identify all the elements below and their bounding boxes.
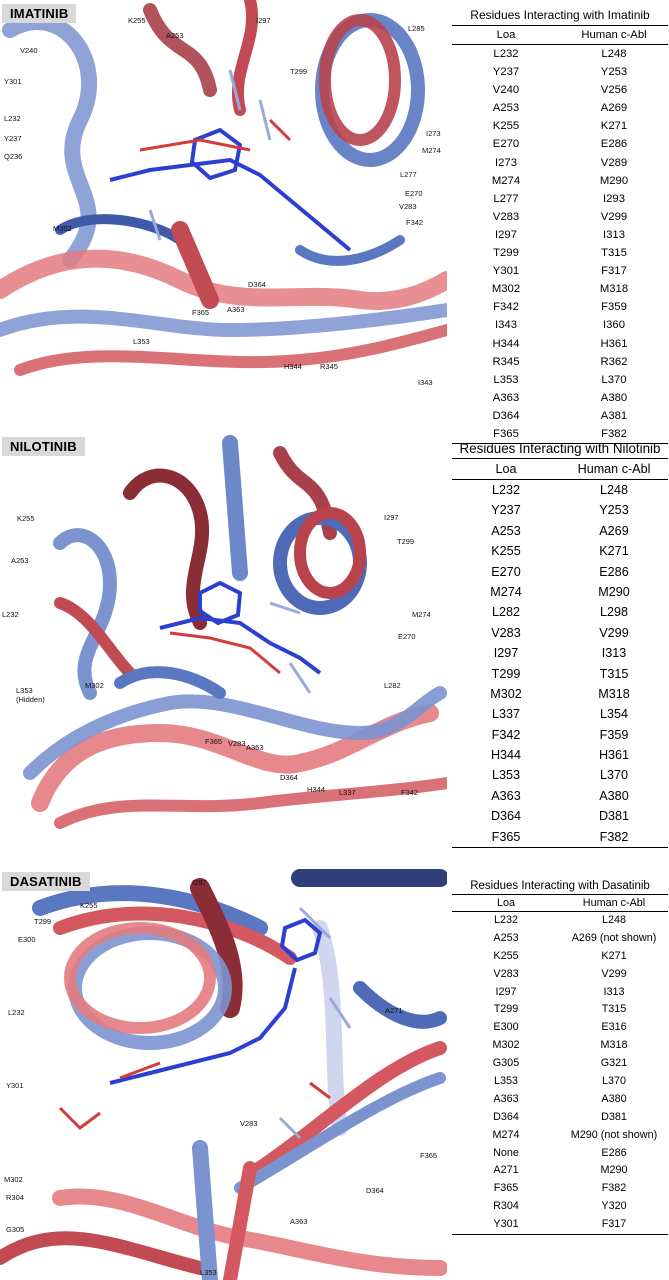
col-header-loa: Loa [495, 462, 517, 476]
table-row [452, 806, 668, 826]
human-residue-cell: M290 [600, 1164, 628, 1177]
residue-label: I343 [418, 378, 433, 387]
residue-label: E270 [398, 632, 416, 641]
human-residue-cell: M290 [599, 174, 629, 187]
residue-label: H344 [307, 785, 325, 794]
imatinib-drug-label: IMATINIB [2, 4, 76, 23]
residue-label: L232 [8, 1008, 25, 1017]
human-residue-cell: A269 [599, 523, 629, 538]
loa-residue-cell: F342 [491, 727, 521, 742]
human-residue-cell: A380 [599, 788, 629, 803]
human-residue-cell: F359 [599, 727, 629, 742]
loa-residue-cell: A253 [491, 523, 521, 538]
imatinib-structure-image [0, 0, 447, 410]
loa-residue-cell: R345 [492, 355, 520, 368]
residue-label: F365 [420, 1151, 438, 1160]
table-row [452, 1127, 668, 1145]
human-residue-cell: M318 [600, 1039, 628, 1052]
residue-label: M302 [85, 681, 104, 690]
residue-label: H344 [284, 362, 302, 371]
table-row [452, 786, 668, 806]
loa-residue-cell: R304 [493, 1200, 519, 1213]
table-row [452, 984, 668, 1002]
residue-label: (Hidden) [16, 695, 45, 704]
human-residue-cell: H361 [600, 337, 628, 350]
human-residue-cell: I313 [603, 985, 625, 998]
dasatinib-panel [0, 868, 669, 1280]
table-row [452, 765, 668, 785]
table-row [452, 1001, 668, 1019]
loa-residue-cell: E270 [491, 564, 521, 579]
residue-label: F342 [406, 218, 424, 227]
table-row [452, 389, 668, 407]
table-row [452, 623, 668, 643]
human-residue-cell: L370 [601, 373, 627, 386]
table-row [452, 1180, 668, 1198]
table-header [452, 25, 668, 45]
loa-residue-cell: Y301 [492, 265, 520, 278]
loa-residue-cell: E300 [493, 1021, 519, 1034]
residue-label: M274 [412, 610, 431, 619]
table-row [452, 45, 668, 63]
residue-label: L337 [339, 788, 356, 797]
loa-residue-cell: Y301 [493, 1218, 519, 1231]
loa-residue-cell: I297 [495, 985, 517, 998]
table-row [452, 582, 668, 602]
human-residue-cell: L298 [599, 605, 629, 620]
table-row [452, 966, 668, 984]
residue-label: L282 [384, 681, 401, 690]
human-residue-cell: A381 [600, 409, 628, 422]
human-residue-cell: I313 [601, 646, 627, 661]
table-row [452, 480, 668, 500]
loa-residue-cell: V283 [492, 210, 520, 223]
loa-residue-cell: T299 [493, 247, 519, 260]
human-residue-cell: A269 [600, 102, 628, 115]
loa-residue-cell: A363 [493, 1092, 519, 1105]
loa-residue-cell: V283 [493, 967, 519, 980]
human-residue-cell: T315 [601, 1003, 627, 1016]
dasatinib-drug-label: DASATINIB [2, 872, 90, 891]
table-row [452, 1073, 668, 1091]
table-row [452, 1109, 668, 1127]
imatinib-structure-figure [0, 0, 447, 416]
table-row [452, 912, 668, 930]
loa-residue-cell: M274 [490, 584, 522, 599]
loa-residue-cell: M274 [491, 174, 521, 187]
loa-residue-cell: M302 [491, 283, 521, 296]
residue-label: A271 [385, 1006, 403, 1015]
human-residue-cell: E286 [599, 564, 629, 579]
residue-label: A363 [290, 1217, 308, 1226]
table-row [452, 948, 668, 966]
residue-label: L285 [408, 24, 425, 33]
table-row [452, 1037, 668, 1055]
table-body [452, 912, 668, 1235]
loa-residue-cell: None [493, 1146, 519, 1159]
human-residue-cell: M318 [599, 283, 629, 296]
loa-residue-cell: A253 [493, 931, 519, 944]
table-row [452, 521, 668, 541]
imatinib-residue-table [452, 8, 668, 444]
table-row [452, 1216, 668, 1234]
residue-label: A363 [227, 305, 245, 314]
dasatinib-residue-table [452, 880, 668, 1235]
loa-residue-cell: L337 [491, 707, 521, 722]
residue-label: F342 [401, 788, 419, 797]
table-title: Residues Interacting with Nilotinib [459, 441, 661, 456]
nilotinib-structure-image [0, 433, 447, 838]
residue-label: L232 [4, 114, 21, 123]
residue-label: L353 [16, 686, 33, 695]
human-residue-cell: M290 (not shown) [570, 1128, 658, 1141]
residue-label: T299 [397, 537, 415, 546]
loa-residue-cell: F365 [493, 1182, 519, 1195]
residue-label: I273 [426, 129, 441, 138]
loa-residue-cell: L353 [491, 768, 521, 783]
human-residue-cell: D381 [598, 809, 630, 824]
residue-label: A253 [11, 556, 29, 565]
human-residue-cell: V256 [600, 84, 628, 97]
residue-label: D364 [366, 1186, 384, 1195]
loa-residue-cell: M302 [492, 1039, 520, 1052]
human-residue-cell: E286 [601, 1146, 627, 1159]
loa-residue-cell: I343 [495, 319, 517, 332]
table-row [452, 643, 668, 663]
residue-label: M274 [422, 146, 441, 155]
loa-residue-cell: A363 [491, 788, 521, 803]
human-residue-cell: L370 [599, 768, 629, 783]
human-residue-cell: L248 [601, 48, 627, 60]
human-residue-cell: F382 [601, 427, 627, 440]
imatinib-panel [0, 0, 669, 440]
table-row [452, 602, 668, 622]
table-row [452, 316, 668, 334]
residue-label: M302 [53, 224, 72, 233]
human-residue-cell: L248 [599, 483, 629, 497]
human-residue-cell: I360 [603, 319, 625, 332]
dasatinib-structure-figure [0, 868, 447, 1280]
table-row [452, 208, 668, 226]
table-row [452, 244, 668, 262]
loa-residue-cell: T299 [491, 666, 521, 681]
human-residue-cell: L354 [599, 707, 629, 722]
human-residue-cell: R362 [600, 355, 628, 368]
table-row [452, 827, 668, 847]
residue-label: K255 [80, 901, 98, 910]
table-row [452, 371, 668, 389]
loa-residue-cell: V240 [492, 84, 520, 97]
loa-residue-cell: L353 [493, 1075, 519, 1088]
table-body [452, 480, 668, 848]
loa-residue-cell: F365 [493, 427, 519, 440]
residue-label: L277 [400, 170, 417, 179]
nilotinib-drug-label: NILOTINIB [2, 437, 85, 456]
human-residue-cell: K271 [600, 120, 628, 133]
human-residue-cell: V289 [600, 156, 628, 169]
human-residue-cell: D381 [601, 1110, 627, 1123]
table-row [452, 99, 668, 117]
loa-residue-cell: D364 [493, 1110, 519, 1123]
loa-residue-cell: M302 [490, 686, 522, 701]
human-residue-cell: M290 [598, 584, 630, 599]
loa-residue-cell: L353 [493, 373, 519, 386]
table-title: Residues Interacting with Dasatinib [470, 880, 650, 892]
loa-residue-cell: E270 [492, 138, 520, 151]
col-header-loa: Loa [496, 29, 516, 41]
residue-label: E300 [18, 935, 36, 944]
table-row [452, 1145, 668, 1163]
table-row [452, 704, 668, 724]
residue-label: T299 [34, 917, 52, 926]
human-residue-cell: F382 [601, 1182, 627, 1195]
human-residue-cell: Y320 [601, 1200, 627, 1213]
human-residue-cell: K271 [601, 949, 627, 962]
loa-residue-cell: M274 [492, 1128, 520, 1141]
residue-label: F365 [205, 737, 223, 746]
table-row [452, 500, 668, 520]
residue-label: V283 [228, 739, 246, 748]
human-residue-cell: V299 [599, 625, 629, 640]
human-residue-cell: T315 [601, 247, 627, 260]
human-residue-cell: F317 [601, 1218, 627, 1231]
residue-label: V240 [20, 46, 38, 55]
loa-residue-cell: L277 [493, 192, 519, 205]
table-row [452, 226, 668, 244]
residue-label: T299 [290, 67, 308, 76]
loa-residue-cell: Y237 [492, 66, 520, 79]
table-row [452, 154, 668, 172]
residue-label: A363 [246, 743, 264, 752]
residue-label: Y301 [4, 77, 22, 86]
residue-label: I297 [384, 513, 399, 522]
table-row [452, 725, 668, 745]
table-row [452, 63, 668, 81]
loa-residue-cell: V283 [491, 625, 521, 640]
table-body [452, 45, 668, 444]
loa-residue-cell: K255 [492, 120, 520, 133]
residue-label: G305 [6, 1225, 25, 1234]
human-residue-cell: G321 [600, 1057, 628, 1070]
table-row [452, 407, 668, 425]
human-residue-cell: F359 [601, 301, 627, 314]
human-residue-cell: E316 [601, 1021, 627, 1034]
loa-residue-cell: I297 [493, 646, 519, 661]
table-row [452, 135, 668, 153]
table-header [452, 894, 668, 912]
table-row [452, 353, 668, 371]
table-row [452, 81, 668, 99]
col-header-human: Human c-Abl [577, 462, 651, 476]
residue-label: Q236 [4, 152, 23, 161]
table-row [452, 1091, 668, 1109]
human-residue-cell: Y253 [600, 66, 628, 79]
residue-label: L353 [200, 1268, 217, 1277]
table-title: Residues Interacting with Imatinib [470, 8, 650, 22]
col-header-human: Human c-Abl [582, 897, 646, 909]
residue-label: D364 [280, 773, 298, 782]
human-residue-cell: I313 [603, 228, 625, 241]
human-residue-cell: A269 (not shown) [571, 931, 657, 944]
loa-residue-cell: I273 [495, 156, 517, 169]
loa-residue-cell: G305 [492, 1057, 520, 1070]
table-row [452, 930, 668, 948]
col-header-loa: Loa [496, 897, 515, 909]
human-residue-cell: A380 [601, 1092, 627, 1105]
human-residue-cell: H361 [598, 748, 630, 763]
residue-label: V283 [240, 1119, 258, 1128]
human-residue-cell: F382 [599, 829, 629, 844]
loa-residue-cell: A271 [493, 1164, 519, 1177]
loa-residue-cell: L232 [491, 483, 521, 497]
loa-residue-cell: F342 [493, 301, 519, 314]
human-residue-cell: V299 [600, 210, 628, 223]
human-residue-cell: A380 [600, 391, 628, 404]
table-row [452, 335, 668, 353]
human-residue-cell: F317 [601, 265, 627, 278]
loa-residue-cell: K255 [493, 949, 519, 962]
table-row [452, 298, 668, 316]
table-row [452, 1055, 668, 1073]
human-residue-cell: K271 [599, 544, 629, 559]
dasatinib-structure-image [0, 868, 447, 1280]
table-row [452, 1162, 668, 1180]
human-residue-cell: Y253 [599, 503, 629, 518]
table-header [452, 458, 668, 480]
residue-label: L353 [133, 337, 150, 346]
residue-label: D364 [248, 280, 266, 289]
col-header-human: Human c-Abl [581, 29, 647, 41]
residue-label: F365 [192, 308, 210, 317]
loa-residue-cell: L232 [493, 48, 519, 60]
table-row [452, 562, 668, 582]
table-row [452, 745, 668, 765]
nilotinib-panel [0, 433, 669, 853]
residue-label: I297 [256, 16, 271, 25]
human-residue-cell: T315 [599, 666, 629, 681]
residue-label: I297 [192, 878, 207, 887]
human-residue-cell: L248 [601, 914, 627, 926]
residue-label: V283 [399, 202, 417, 211]
residue-label: K255 [128, 16, 146, 25]
residue-label: E270 [405, 189, 423, 198]
table-row [452, 190, 668, 208]
residue-label: Y237 [4, 134, 22, 143]
table-row [452, 117, 668, 135]
loa-residue-cell: T299 [493, 1003, 519, 1016]
table-row [452, 684, 668, 704]
human-residue-cell: M318 [598, 686, 630, 701]
residue-label: R304 [6, 1193, 24, 1202]
loa-residue-cell: L282 [491, 605, 521, 620]
loa-residue-cell: D364 [492, 409, 520, 422]
loa-residue-cell: H344 [492, 337, 520, 350]
loa-residue-cell: H344 [490, 748, 522, 763]
human-residue-cell: L370 [601, 1075, 627, 1088]
table-row [452, 280, 668, 298]
loa-residue-cell: A363 [492, 391, 520, 404]
table-row [452, 262, 668, 280]
table-row [452, 541, 668, 561]
residue-label: R345 [320, 362, 338, 371]
residue-label: M302 [4, 1175, 23, 1184]
residue-label: L232 [2, 610, 19, 619]
loa-residue-cell: L232 [493, 914, 519, 926]
loa-residue-cell: K255 [491, 544, 521, 559]
human-residue-cell: I293 [603, 192, 625, 205]
table-row [452, 664, 668, 684]
loa-residue-cell: I297 [495, 228, 517, 241]
human-residue-cell: E286 [600, 138, 628, 151]
residue-label: A253 [166, 31, 184, 40]
nilotinib-structure-figure [0, 433, 447, 853]
nilotinib-residue-table [452, 441, 668, 848]
table-row [452, 1019, 668, 1037]
loa-residue-cell: F365 [491, 829, 521, 844]
loa-residue-cell: Y237 [491, 503, 521, 518]
residue-label: Y301 [6, 1081, 24, 1090]
table-row [452, 1198, 668, 1216]
table-row [452, 172, 668, 190]
human-residue-cell: V299 [601, 967, 627, 980]
loa-residue-cell: D364 [490, 809, 522, 824]
loa-residue-cell: A253 [492, 102, 520, 115]
residue-label: K255 [17, 514, 35, 523]
